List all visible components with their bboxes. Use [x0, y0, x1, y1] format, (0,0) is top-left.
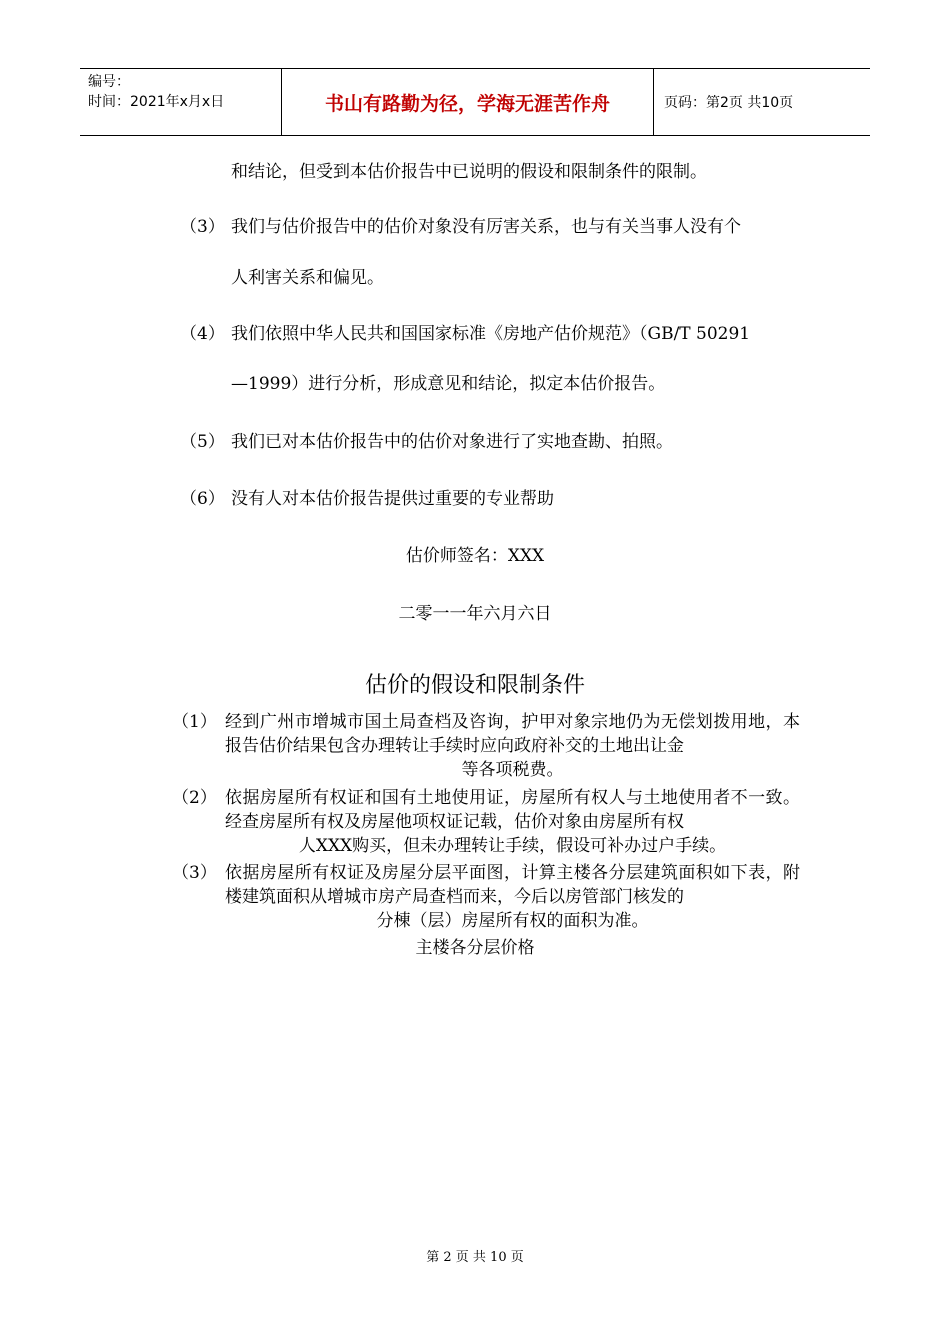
condition-1-text	[225, 710, 800, 782]
document-number-label: 编号：	[88, 74, 130, 90]
item-3-line-1: 我们与估价报告中的估价对象没有厉害关系，也与有关当事人没有个	[231, 217, 741, 237]
condition-3-text	[225, 861, 800, 933]
item-6-number: （6）	[180, 489, 225, 509]
item-4-line-2: —1999）进行分析，形成意见和结论，拟定本估价报告。	[231, 374, 666, 394]
page-footer: 第 2 页 共 10 页	[426, 1250, 524, 1265]
item-6-line-1: 没有人对本估价报告提供过重要的专业帮助	[231, 489, 554, 509]
document-time-label: 时间：2021年x月x日	[88, 94, 225, 110]
condition-2-text	[225, 786, 800, 858]
condition-2-body: 依据房屋所有权证和国有土地使用证，房屋所有权人与土地使用者不一致。经查房屋所有权及房屋他项权证记载，估价对象由房屋所有权	[225, 788, 800, 832]
item-4-number: （4）	[180, 324, 225, 344]
header-meta	[80, 69, 282, 135]
condition-3-last-line: 分棟（层）房屋所有权的面积为准。	[376, 911, 649, 931]
item-3-line-2: 人利害关系和偏见。	[231, 268, 384, 288]
condition-2-number: （2）	[172, 788, 217, 808]
condition-3-number: （3）	[172, 863, 217, 883]
page-header	[80, 68, 870, 136]
header-page-info: 页码：第2页 共10页	[664, 95, 794, 111]
item-5-number: （5）	[180, 432, 225, 452]
table-caption: 主楼各分层价格	[415, 938, 535, 958]
appraiser-signature: 估价师签名：XXX	[405, 546, 545, 566]
item-5-line-1: 我们已对本估价报告中的估价对象进行了实地查勘、拍照。	[231, 432, 673, 452]
continuation-line: 和结论，但受到本估价报告中已说明的假设和限制条件的限制。	[231, 162, 707, 182]
report-date: 二零一一年六月六日	[398, 604, 552, 624]
condition-1-number: （1）	[172, 712, 217, 732]
condition-2-last-line: 人XXX购买，但未办理转让手续，假设可补办过户手续。	[298, 836, 727, 856]
header-motto: 书山有路勤为径，学海无涯苦作舟	[282, 69, 654, 135]
item-3-number: （3）	[180, 217, 225, 237]
condition-1-last-line: 等各项税费。	[461, 760, 564, 780]
condition-3-body: 依据房屋所有权证及房屋分层平面图，计算主楼各分层建筑面积如下表，附楼建筑面积从增城市房产局查档而来，今后以房管部门核发的	[225, 863, 800, 907]
item-4-line-1: 我们依照中华人民共和国国家标准《房地产估价规范》（GB/T 50291	[231, 324, 751, 344]
condition-1-body: 经到广州市增城市国土局查档及咨询，护甲对象宗地仍为无偿划拨用地，本报告估价结果包含办理转让手续时应向政府补交的土地出让金	[225, 712, 800, 756]
section-title: 估价的假设和限制条件	[364, 673, 585, 698]
